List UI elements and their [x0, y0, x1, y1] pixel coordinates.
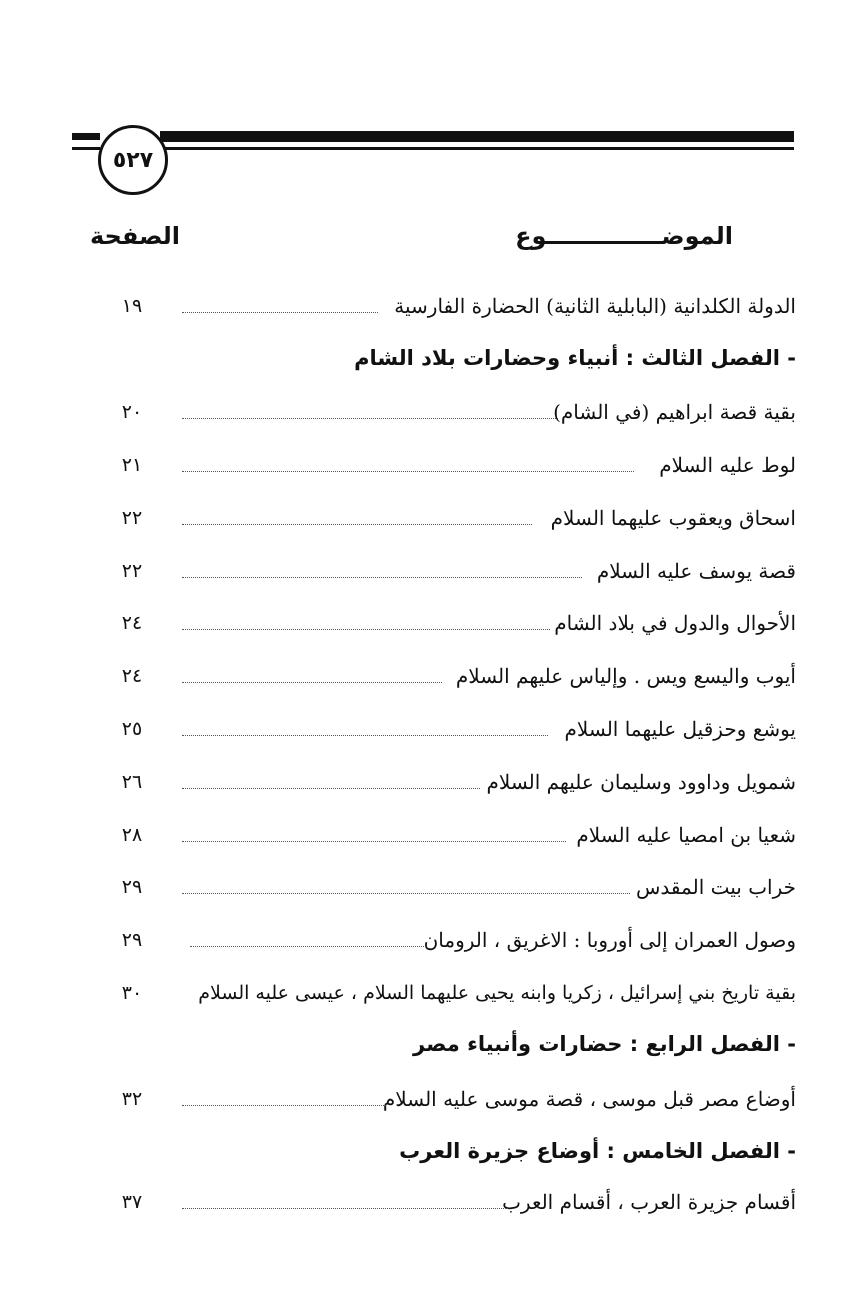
toc-entry-title: الدولة الكلدانية (البابلية الثانية) الحضارة الفارسية: [394, 294, 796, 318]
leader-dots: [182, 577, 582, 578]
toc-row: [0, 392, 858, 432]
toc-row: [0, 1079, 858, 1119]
leader-dots: [182, 735, 548, 736]
toc-row: [0, 762, 858, 802]
toc-row: [0, 1182, 858, 1222]
toc-chapter-heading: [0, 1024, 858, 1064]
toc-entry-title: الأحوال والدول في بلاد الشام: [554, 611, 796, 635]
toc-entry-title: اسحاق ويعقوب عليهما السلام: [550, 506, 796, 530]
toc-row: [0, 498, 858, 538]
leader-dots: [182, 312, 378, 313]
column-header-topic: الموضــــــــــــــوع: [515, 222, 733, 250]
chapter-title: - الفصل الرابع : حضارات وأنبياء مصر: [413, 1032, 796, 1056]
toc-entry-title: قصة يوسف عليه السلام: [596, 559, 796, 583]
toc-entry-title: أيوب واليسع ويس . وإلياس عليهم السلام: [455, 664, 796, 688]
toc-row: [0, 709, 858, 749]
leader-dots: [182, 471, 634, 472]
toc-entry-title: يوشع وحزقيل عليهما السلام: [564, 717, 796, 741]
toc-entry-title: لوط عليه السلام: [659, 453, 796, 477]
toc-entry-page: ٢٠: [121, 401, 143, 423]
toc-entry-page: ١٩: [121, 295, 143, 317]
toc-row: [0, 920, 858, 960]
page-number: ٥٢٧: [112, 147, 154, 173]
leader-dots: [182, 629, 550, 630]
toc-entry-title: أقسام جزيرة العرب ، أقسام العرب: [502, 1190, 796, 1214]
toc-entry-page: ٣٧: [121, 1191, 143, 1213]
toc-entry-title: خراب بيت المقدس: [636, 875, 796, 899]
toc-row: [0, 445, 858, 485]
toc-entry-title: شمويل وداوود وسليمان عليهم السلام: [486, 770, 796, 794]
toc-row: [0, 286, 858, 326]
chapter-title: - الفصل الخامس : أوضاع جزيرة العرب: [399, 1139, 796, 1163]
toc-row: [0, 656, 858, 696]
toc-entry-title: بقية تاريخ بني إسرائيل ، زكريا وابنه يحيى عليهما السلام ، عيسى عليه السلام: [198, 982, 796, 1004]
toc-entry-page: ٢٤: [121, 665, 143, 687]
toc-row: [0, 973, 858, 1013]
toc-entry-title: شعيا بن امصيا عليه السلام: [576, 823, 796, 847]
toc-entry-page: ٢٢: [121, 560, 143, 582]
leader-dots: [182, 418, 558, 419]
toc-chapter-heading: [0, 338, 858, 378]
chapter-title: - الفصل الثالث : أنبياء وحضارات بلاد الشام: [354, 346, 796, 370]
toc-entry-page: ٢١: [121, 454, 143, 476]
leader-dots: [182, 788, 480, 789]
toc-entry-page: ٢٥: [121, 718, 143, 740]
toc-entry-page: ٣٢: [121, 1088, 143, 1110]
leader-dots: [182, 682, 442, 683]
toc-entry-title: وصول العمران إلى أوروبا : الاغريق ، الرومان: [423, 928, 796, 952]
toc-row: [0, 603, 858, 643]
leader-dots: [182, 841, 566, 842]
toc-entry-page: ٢٦: [121, 771, 143, 793]
toc-entry-page: ٢٩: [121, 876, 143, 898]
leader-dots: [182, 1105, 386, 1106]
leader-dots: [182, 1208, 508, 1209]
toc-entry-title: أوضاع مصر قبل موسى ، قصة موسى عليه السلام: [382, 1087, 796, 1111]
toc-entry-page: ٢٤: [121, 612, 143, 634]
toc-entry-page: ٢٢: [121, 507, 143, 529]
toc-entry-page: ٢٨: [121, 824, 143, 846]
toc-entry-page: ٣٠: [121, 982, 143, 1004]
toc-row: [0, 551, 858, 591]
toc-entry-page: ٢٩: [121, 929, 143, 951]
toc-row: [0, 815, 858, 855]
toc-entry-title: بقية قصة ابراهيم (في الشام): [553, 400, 796, 424]
toc-row: [0, 867, 858, 907]
leader-dots: [182, 893, 630, 894]
toc-chapter-heading: [0, 1131, 858, 1171]
leader-dots: [182, 524, 532, 525]
column-header-page: الصفحة: [90, 222, 181, 250]
leader-dots: [190, 946, 426, 947]
